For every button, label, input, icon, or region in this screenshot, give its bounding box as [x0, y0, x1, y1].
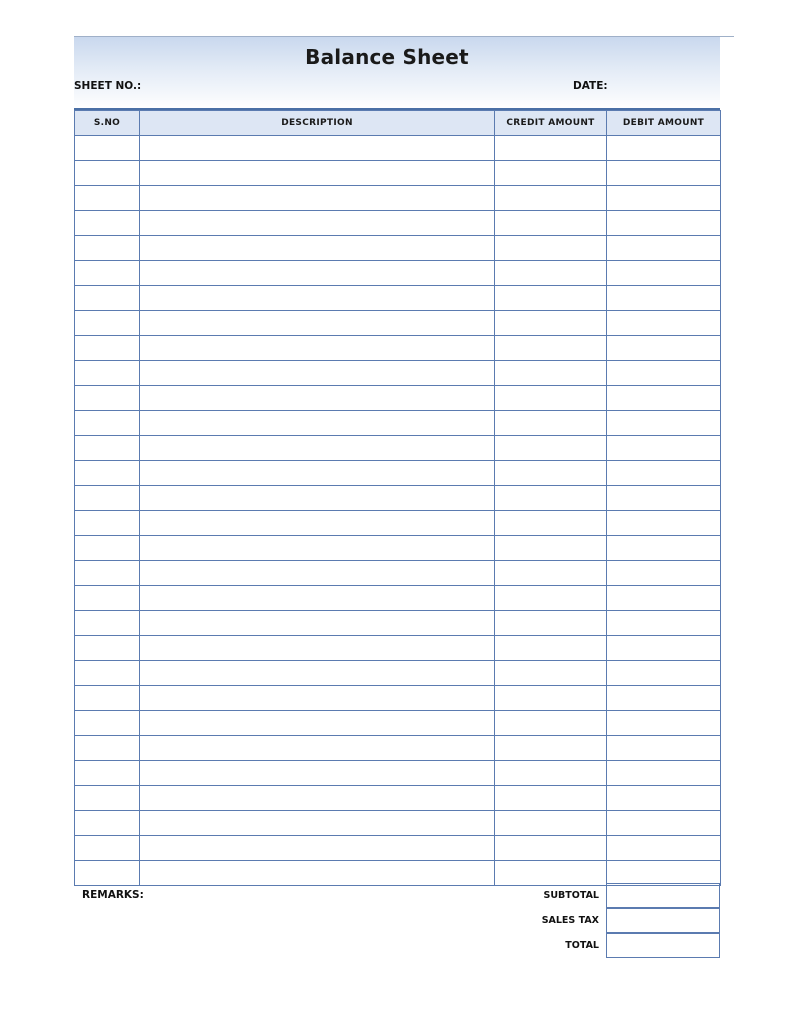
description-cell[interactable]	[140, 411, 495, 436]
debit-amount-cell[interactable]	[607, 836, 721, 861]
debit-amount-cell[interactable]	[607, 336, 721, 361]
sno-cell[interactable]	[75, 136, 140, 161]
description-cell[interactable]	[140, 436, 495, 461]
debit-amount-cell[interactable]	[607, 711, 721, 736]
debit-amount-cell[interactable]	[607, 561, 721, 586]
sno-cell[interactable]	[75, 286, 140, 311]
debit-amount-cell[interactable]	[607, 761, 721, 786]
description-cell[interactable]	[140, 736, 495, 761]
table-row	[75, 286, 721, 311]
column-header-sno: S.NO	[75, 111, 140, 136]
table-row	[75, 611, 721, 636]
description-cell[interactable]	[140, 311, 495, 336]
table-row	[75, 461, 721, 486]
table-row	[75, 561, 721, 586]
description-cell[interactable]	[140, 186, 495, 211]
sno-cell[interactable]	[75, 786, 140, 811]
column-header-credit-amount: CREDIT AMOUNT	[495, 111, 607, 136]
credit-amount-cell[interactable]	[495, 686, 607, 711]
debit-amount-cell[interactable]	[607, 136, 721, 161]
description-cell[interactable]	[140, 461, 495, 486]
sno-cell[interactable]	[75, 436, 140, 461]
ledger-body	[75, 136, 721, 886]
table-row	[75, 661, 721, 686]
debit-amount-cell[interactable]	[607, 486, 721, 511]
credit-amount-cell[interactable]	[495, 136, 607, 161]
sno-cell[interactable]	[75, 311, 140, 336]
credit-amount-cell[interactable]	[495, 711, 607, 736]
description-cell[interactable]	[140, 236, 495, 261]
debit-amount-cell[interactable]	[607, 386, 721, 411]
debit-amount-cell[interactable]	[607, 811, 721, 836]
debit-amount-cell[interactable]	[607, 686, 721, 711]
sno-cell[interactable]	[75, 761, 140, 786]
sno-cell[interactable]	[75, 561, 140, 586]
debit-amount-cell[interactable]	[607, 511, 721, 536]
description-cell[interactable]	[140, 161, 495, 186]
sno-cell[interactable]	[75, 836, 140, 861]
credit-amount-cell[interactable]	[495, 261, 607, 286]
credit-amount-cell[interactable]	[495, 661, 607, 686]
table-row	[75, 786, 721, 811]
table-row	[75, 261, 721, 286]
remarks-label: REMARKS:	[82, 889, 144, 901]
debit-amount-cell[interactable]	[607, 861, 721, 886]
table-row	[75, 336, 721, 361]
table-row	[75, 536, 721, 561]
credit-amount-cell[interactable]	[495, 561, 607, 586]
credit-amount-cell[interactable]	[495, 361, 607, 386]
description-cell[interactable]	[140, 361, 495, 386]
sno-cell[interactable]	[75, 461, 140, 486]
sno-cell[interactable]	[75, 686, 140, 711]
credit-amount-cell[interactable]	[495, 861, 607, 886]
table-row	[75, 511, 721, 536]
sno-cell[interactable]	[75, 161, 140, 186]
sno-cell[interactable]	[75, 811, 140, 836]
credit-amount-cell[interactable]	[495, 411, 607, 436]
debit-amount-cell[interactable]	[607, 436, 721, 461]
description-cell[interactable]	[140, 561, 495, 586]
credit-amount-cell[interactable]	[495, 811, 607, 836]
debit-amount-cell[interactable]	[607, 236, 721, 261]
sno-cell[interactable]	[75, 611, 140, 636]
debit-amount-cell[interactable]	[607, 736, 721, 761]
sno-cell[interactable]	[75, 636, 140, 661]
description-cell[interactable]	[140, 786, 495, 811]
credit-amount-cell[interactable]	[495, 636, 607, 661]
sno-cell[interactable]	[75, 386, 140, 411]
table-row	[75, 761, 721, 786]
debit-amount-cell[interactable]	[607, 411, 721, 436]
ledger-table	[74, 110, 721, 886]
sno-cell[interactable]	[75, 211, 140, 236]
sheet-no-label: SHEET NO.:	[74, 80, 142, 92]
description-cell[interactable]	[140, 686, 495, 711]
credit-amount-cell[interactable]	[495, 386, 607, 411]
total-label: TOTAL	[565, 940, 599, 951]
table-row	[75, 836, 721, 861]
sno-cell[interactable]	[75, 661, 140, 686]
debit-amount-cell[interactable]	[607, 536, 721, 561]
page-title: Balance Sheet	[305, 45, 469, 69]
description-cell[interactable]	[140, 386, 495, 411]
debit-amount-cell[interactable]	[607, 311, 721, 336]
sno-cell[interactable]	[75, 236, 140, 261]
table-row	[75, 361, 721, 386]
description-cell[interactable]	[140, 611, 495, 636]
debit-amount-cell[interactable]	[607, 261, 721, 286]
sno-cell[interactable]	[75, 186, 140, 211]
credit-amount-cell[interactable]	[495, 511, 607, 536]
subtotal-label: SUBTOTAL	[543, 890, 599, 901]
credit-amount-cell[interactable]	[495, 836, 607, 861]
credit-amount-cell[interactable]	[495, 611, 607, 636]
credit-amount-cell[interactable]	[495, 286, 607, 311]
sno-cell[interactable]	[75, 411, 140, 436]
credit-amount-cell[interactable]	[495, 486, 607, 511]
table-row	[75, 186, 721, 211]
debit-amount-cell[interactable]	[607, 586, 721, 611]
sno-cell[interactable]	[75, 486, 140, 511]
credit-amount-cell[interactable]	[495, 586, 607, 611]
table-row	[75, 311, 721, 336]
total-field[interactable]	[606, 933, 720, 958]
debit-amount-cell[interactable]	[607, 286, 721, 311]
table-row	[75, 711, 721, 736]
description-cell[interactable]	[140, 511, 495, 536]
credit-amount-cell[interactable]	[495, 436, 607, 461]
credit-amount-cell[interactable]	[495, 336, 607, 361]
sno-cell[interactable]	[75, 736, 140, 761]
table-row	[75, 586, 721, 611]
description-cell[interactable]	[140, 211, 495, 236]
table-row	[75, 636, 721, 661]
credit-amount-cell[interactable]	[495, 161, 607, 186]
debit-amount-cell[interactable]	[607, 186, 721, 211]
debit-amount-cell[interactable]	[607, 461, 721, 486]
table-row	[75, 811, 721, 836]
description-cell[interactable]	[140, 336, 495, 361]
debit-amount-cell[interactable]	[607, 211, 721, 236]
debit-amount-cell[interactable]	[607, 161, 721, 186]
date-label: DATE:	[573, 80, 608, 92]
subtotal-field[interactable]	[606, 883, 720, 908]
table-row	[75, 136, 721, 161]
sno-cell[interactable]	[75, 361, 140, 386]
description-cell[interactable]	[140, 486, 495, 511]
description-cell[interactable]	[140, 811, 495, 836]
description-cell[interactable]	[140, 861, 495, 886]
description-cell[interactable]	[140, 261, 495, 286]
sno-cell[interactable]	[75, 511, 140, 536]
credit-amount-cell[interactable]	[495, 186, 607, 211]
sno-cell[interactable]	[75, 336, 140, 361]
table-row	[75, 236, 721, 261]
description-cell[interactable]	[140, 661, 495, 686]
description-cell[interactable]	[140, 536, 495, 561]
credit-amount-cell[interactable]	[495, 761, 607, 786]
debit-amount-cell[interactable]	[607, 636, 721, 661]
description-cell[interactable]	[140, 636, 495, 661]
credit-amount-cell[interactable]	[495, 311, 607, 336]
debit-amount-cell[interactable]	[607, 661, 721, 686]
sales-tax-field[interactable]	[606, 908, 720, 933]
column-header-description: DESCRIPTION	[140, 111, 495, 136]
description-cell[interactable]	[140, 586, 495, 611]
table-row	[75, 386, 721, 411]
credit-amount-cell[interactable]	[495, 536, 607, 561]
table-header-row	[75, 111, 721, 136]
table-row	[75, 736, 721, 761]
sno-cell[interactable]	[75, 586, 140, 611]
description-cell[interactable]	[140, 761, 495, 786]
description-cell[interactable]	[140, 711, 495, 736]
description-cell[interactable]	[140, 286, 495, 311]
credit-amount-cell[interactable]	[495, 211, 607, 236]
sales-tax-label: SALES TAX	[541, 915, 599, 926]
debit-amount-cell[interactable]	[607, 786, 721, 811]
debit-amount-cell[interactable]	[607, 361, 721, 386]
credit-amount-cell[interactable]	[495, 461, 607, 486]
sno-cell[interactable]	[75, 536, 140, 561]
credit-amount-cell[interactable]	[495, 236, 607, 261]
credit-amount-cell[interactable]	[495, 736, 607, 761]
table-row	[75, 161, 721, 186]
description-cell[interactable]	[140, 136, 495, 161]
table-row	[75, 486, 721, 511]
sno-cell[interactable]	[75, 711, 140, 736]
description-cell[interactable]	[140, 836, 495, 861]
column-header-debit-amount: DEBIT AMOUNT	[607, 111, 721, 136]
table-row	[75, 411, 721, 436]
debit-amount-cell[interactable]	[607, 611, 721, 636]
sno-cell[interactable]	[75, 861, 140, 886]
table-row	[75, 861, 721, 886]
table-row	[75, 436, 721, 461]
sno-cell[interactable]	[75, 261, 140, 286]
table-row	[75, 211, 721, 236]
credit-amount-cell[interactable]	[495, 786, 607, 811]
table-row	[75, 686, 721, 711]
